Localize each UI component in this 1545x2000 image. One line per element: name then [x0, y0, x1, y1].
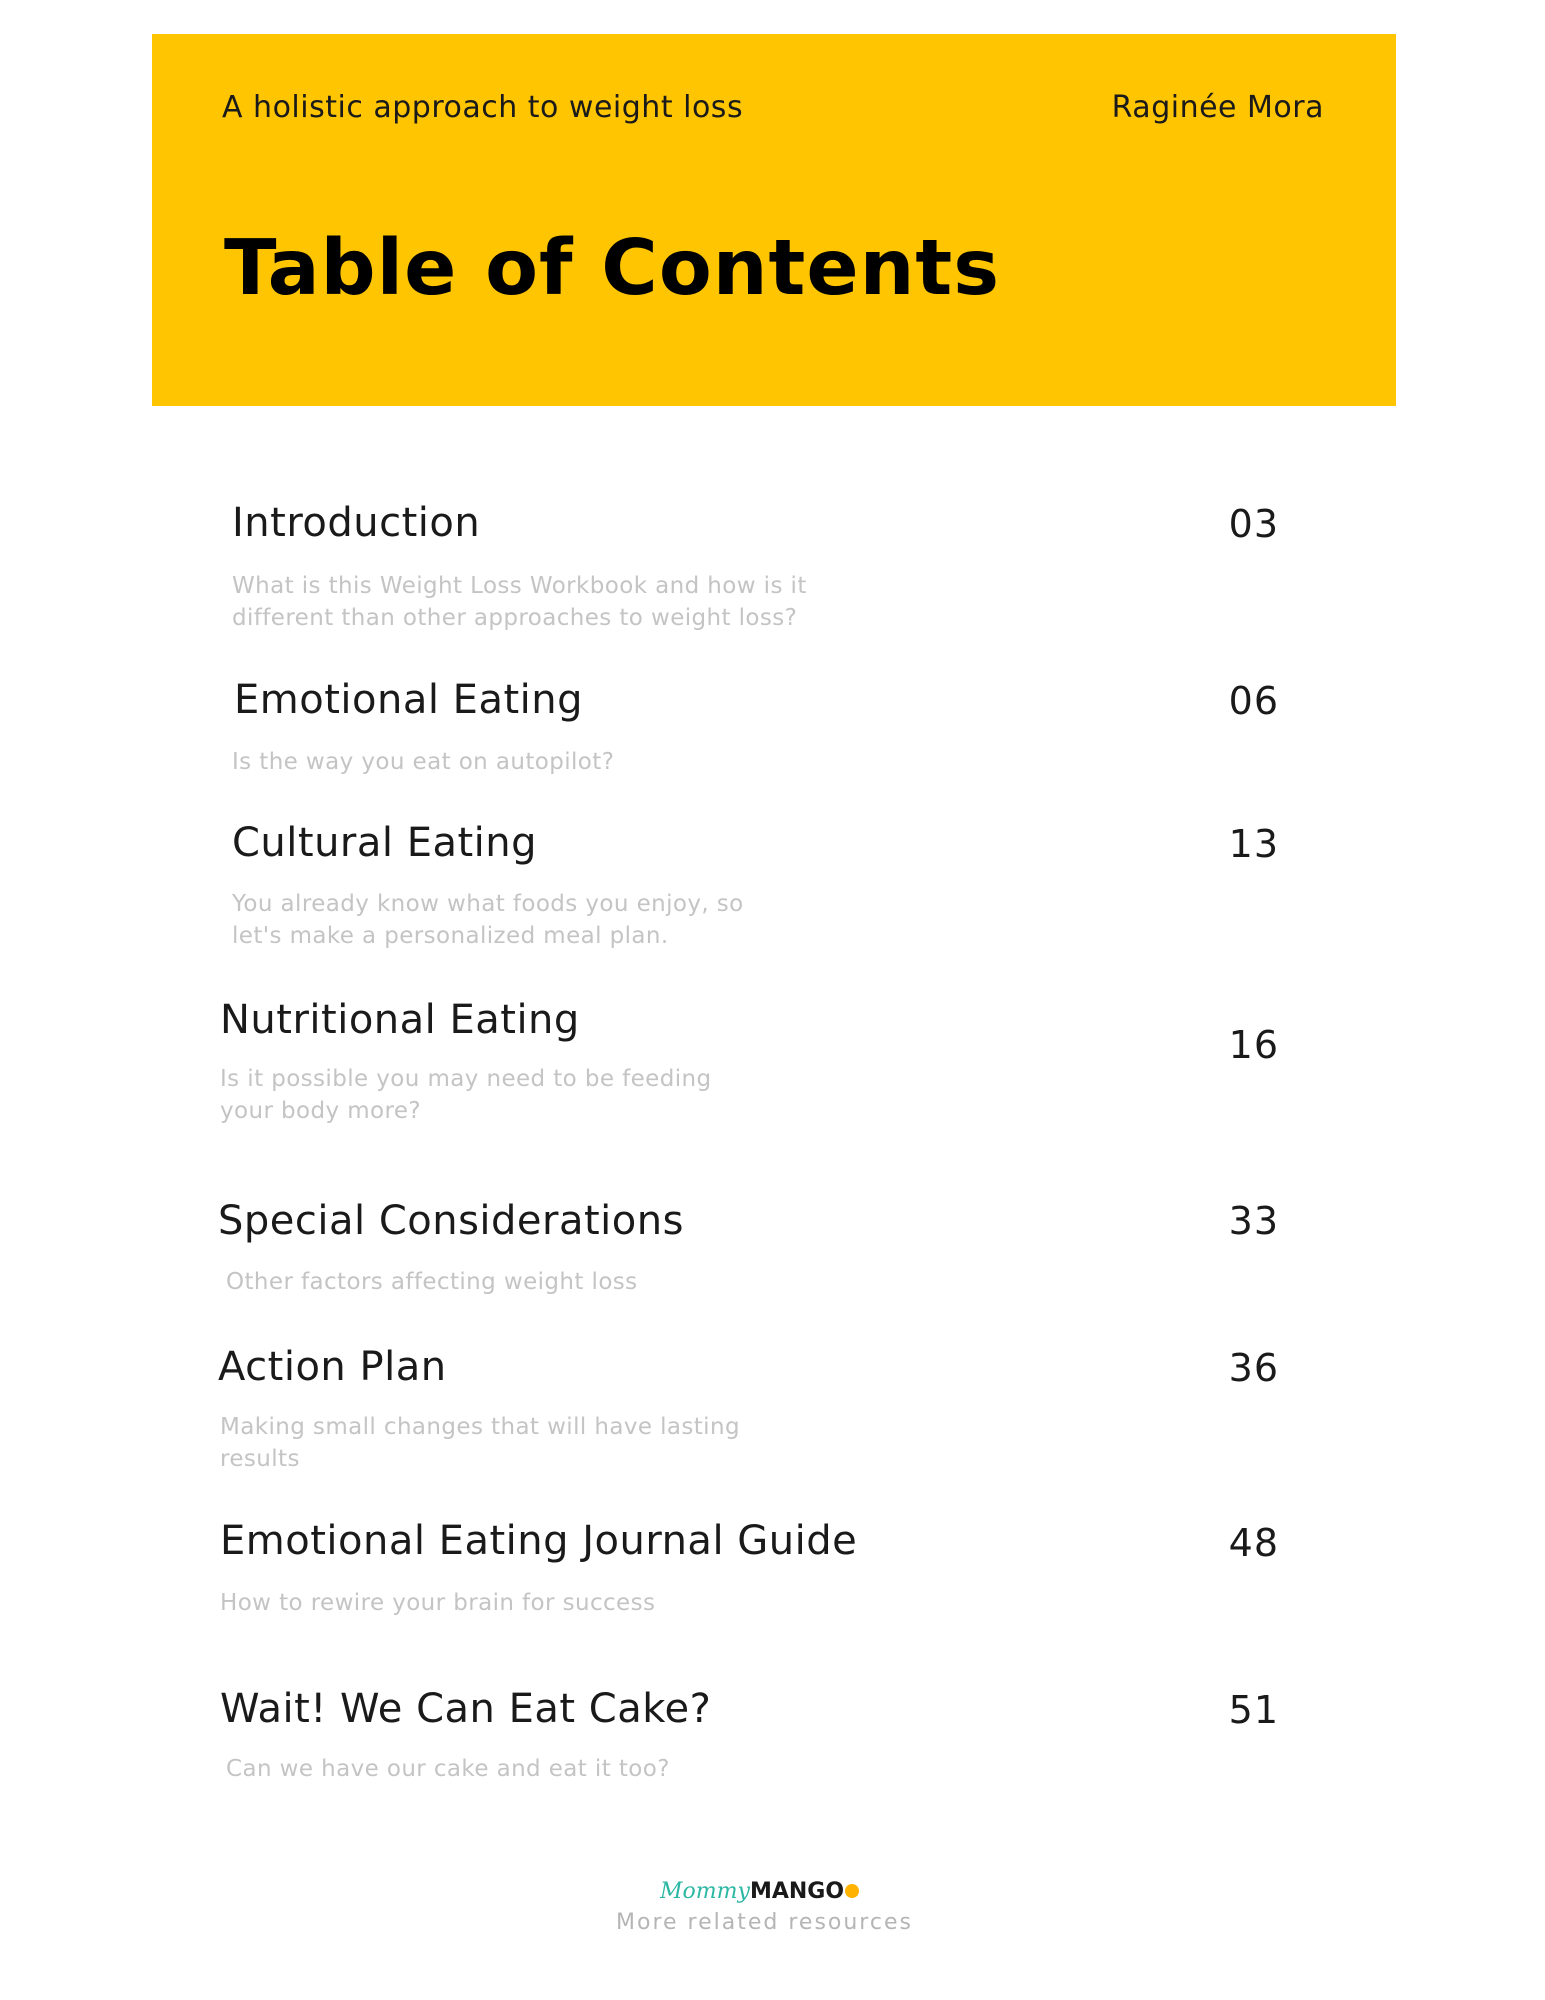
toc-desc-line: your body more?	[220, 1098, 422, 1124]
toc-desc-line: What is this Weight Loss Workbook and how is it	[232, 573, 807, 599]
more-resources-link[interactable]: More related resources	[616, 1910, 913, 1935]
toc-entry-page[interactable]: 48	[1228, 1521, 1279, 1565]
logo-script-text: Mommy	[660, 1879, 750, 1904]
logo-brand-text: MANGO	[749, 1879, 845, 1904]
toc-entry-page[interactable]: 13	[1228, 822, 1279, 866]
toc-entry-description	[232, 570, 807, 634]
toc-entry-description	[232, 888, 744, 952]
brand-logo[interactable]	[660, 1876, 859, 1904]
toc-entry-page[interactable]: 33	[1228, 1199, 1279, 1243]
toc-entry-description	[220, 1063, 711, 1127]
toc-desc-line: You already know what foods you enjoy, so	[232, 891, 744, 917]
toc-desc-line: Making small changes that will have lasting	[220, 1414, 740, 1440]
toc-desc-line: results	[220, 1446, 300, 1472]
mango-icon	[845, 1884, 859, 1898]
toc-desc-line: How to rewire your brain for success	[220, 1590, 656, 1616]
toc-desc-line: Is it possible you may need to be feeding	[220, 1066, 712, 1092]
toc-entry-title[interactable]: Action Plan	[218, 1344, 447, 1390]
toc-entry-description	[232, 746, 614, 778]
toc-desc-line: Can we have our cake and eat it too?	[226, 1756, 670, 1782]
header-author: Raginée Mora	[1111, 90, 1324, 125]
toc-entry-page[interactable]: 36	[1228, 1346, 1279, 1390]
toc-entry-page[interactable]: 51	[1228, 1688, 1279, 1732]
toc-entry-description	[226, 1266, 638, 1298]
header-banner	[152, 34, 1396, 406]
toc-entry-title[interactable]: Cultural Eating	[232, 820, 538, 866]
toc-entry-title[interactable]: Wait! We Can Eat Cake?	[220, 1686, 712, 1732]
toc-entry-title[interactable]: Emotional Eating	[234, 677, 583, 723]
toc-desc-line: let's make a personalized meal plan.	[232, 923, 669, 949]
toc-entry-description	[226, 1753, 670, 1785]
toc-desc-line: Is the way you eat on autopilot?	[232, 749, 615, 775]
toc-entry-page[interactable]: 03	[1228, 502, 1279, 546]
toc-desc-line: different than other approaches to weight loss?	[232, 605, 798, 631]
toc-entry-title[interactable]: Special Considerations	[218, 1198, 684, 1244]
toc-desc-line: Other factors affecting weight loss	[226, 1269, 638, 1295]
toc-entry-title[interactable]: Nutritional Eating	[220, 997, 580, 1043]
toc-entry-title[interactable]: Introduction	[232, 500, 481, 546]
toc-entry-description	[220, 1411, 740, 1475]
toc-entry-page[interactable]: 16	[1228, 1023, 1279, 1067]
toc-entry-page[interactable]: 06	[1228, 679, 1279, 723]
page-title: Table of Contents	[224, 224, 1001, 313]
toc-entry-description	[220, 1587, 655, 1619]
toc-entry-title[interactable]: Emotional Eating Journal Guide	[220, 1518, 858, 1564]
header-tagline: A holistic approach to weight loss	[222, 90, 744, 125]
